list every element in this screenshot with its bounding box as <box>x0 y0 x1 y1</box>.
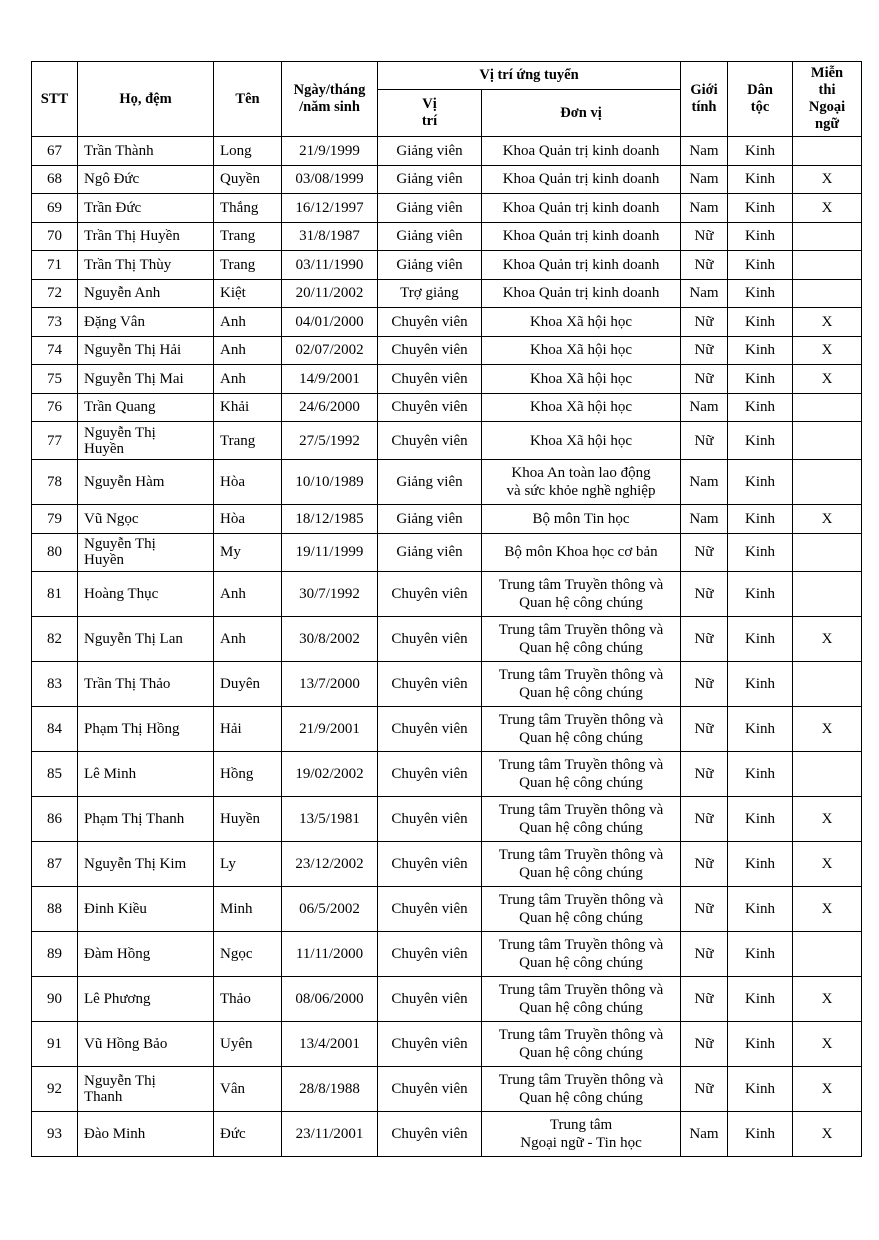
dan-toc-cell: Kinh <box>728 222 793 251</box>
ngay-sinh-cell: 27/5/1992 <box>282 422 378 460</box>
ngay-sinh-cell: 21/9/2001 <box>282 706 378 751</box>
vi-tri-cell: Chuyên viên <box>378 1111 482 1156</box>
table-row <box>32 1066 862 1111</box>
table-row <box>32 365 862 394</box>
stt-cell: 84 <box>32 706 78 751</box>
ngay-sinh-cell: 16/12/1997 <box>282 194 378 223</box>
ten-cell: Trang <box>214 222 282 251</box>
ho-dem-cell: Phạm Thị Thanh <box>78 796 214 841</box>
table-row <box>32 886 862 931</box>
mien-thi-cell <box>793 571 862 616</box>
don-vi-cell: Bộ môn Khoa học cơ bản <box>482 533 681 571</box>
gioi-tinh-cell: Nữ <box>681 706 728 751</box>
gioi-tinh-cell: Nữ <box>681 841 728 886</box>
ngay-sinh-cell: 31/8/1987 <box>282 222 378 251</box>
dan-toc-cell: Kinh <box>728 706 793 751</box>
stt-cell: 83 <box>32 661 78 706</box>
mien-thi-cell: X <box>793 194 862 223</box>
ngay-sinh-cell: 08/06/2000 <box>282 976 378 1021</box>
mien-thi-cell <box>793 751 862 796</box>
vi-tri-cell: Giảng viên <box>378 222 482 251</box>
gioi-tinh-cell: Nam <box>681 194 728 223</box>
don-vi-cell: Khoa Quản trị kinh doanh <box>482 137 681 166</box>
mien-thi-cell <box>793 137 862 166</box>
don-vi-cell: Trung tâm Truyền thông và Quan hệ công chúng <box>482 886 681 931</box>
ho-dem-cell: Vũ Hồng Bảo <box>78 1021 214 1066</box>
dan-toc-cell: Kinh <box>728 137 793 166</box>
table-row <box>32 571 862 616</box>
stt-cell: 67 <box>32 137 78 166</box>
stt-cell: 71 <box>32 251 78 280</box>
mien-thi-cell: X <box>793 365 862 394</box>
mien-thi-cell <box>793 661 862 706</box>
ho-dem-cell: Trần Thị Thùy <box>78 251 214 280</box>
table-header <box>32 62 862 137</box>
ho-dem-cell: Đàm Hồng <box>78 931 214 976</box>
table-row <box>32 165 862 194</box>
don-vi-cell: Trung tâm Truyền thông và Quan hệ công chúng <box>482 1021 681 1066</box>
header-stt: STT <box>32 62 78 137</box>
vi-tri-cell: Chuyên viên <box>378 616 482 661</box>
vi-tri-cell: Giảng viên <box>378 505 482 534</box>
mien-thi-cell: X <box>793 886 862 931</box>
ten-cell: Quyền <box>214 165 282 194</box>
header-gioi-tinh: Giới tính <box>681 62 728 137</box>
table-row <box>32 222 862 251</box>
vi-tri-cell: Chuyên viên <box>378 308 482 337</box>
table-body <box>32 137 862 1157</box>
ho-dem-cell: Nguyễn Hàm <box>78 460 214 505</box>
mien-thi-cell: X <box>793 1066 862 1111</box>
mien-thi-cell <box>793 422 862 460</box>
ngay-sinh-cell: 23/12/2002 <box>282 841 378 886</box>
gioi-tinh-cell: Nam <box>681 505 728 534</box>
mien-thi-cell: X <box>793 796 862 841</box>
don-vi-cell: Khoa Quản trị kinh doanh <box>482 251 681 280</box>
ho-dem-cell: Trần Thị Huyền <box>78 222 214 251</box>
ten-cell: Hòa <box>214 505 282 534</box>
dan-toc-cell: Kinh <box>728 279 793 308</box>
mien-thi-cell <box>793 393 862 422</box>
dan-toc-cell: Kinh <box>728 336 793 365</box>
ngay-sinh-cell: 03/11/1990 <box>282 251 378 280</box>
ngay-sinh-cell: 30/8/2002 <box>282 616 378 661</box>
ten-cell: Vân <box>214 1066 282 1111</box>
dan-toc-cell: Kinh <box>728 1066 793 1111</box>
don-vi-cell: Khoa Quản trị kinh doanh <box>482 165 681 194</box>
dan-toc-cell: Kinh <box>728 886 793 931</box>
table-row <box>32 533 862 571</box>
vi-tri-cell: Chuyên viên <box>378 706 482 751</box>
table-row <box>32 137 862 166</box>
don-vi-cell: Trung tâm Ngoại ngữ - Tin học <box>482 1111 681 1156</box>
ten-cell: Anh <box>214 616 282 661</box>
vi-tri-cell: Giảng viên <box>378 251 482 280</box>
vi-tri-cell: Chuyên viên <box>378 886 482 931</box>
ngay-sinh-cell: 11/11/2000 <box>282 931 378 976</box>
don-vi-cell: Trung tâm Truyền thông và Quan hệ công chúng <box>482 976 681 1021</box>
ho-dem-cell: Trần Thành <box>78 137 214 166</box>
ten-cell: Uyên <box>214 1021 282 1066</box>
gioi-tinh-cell: Nữ <box>681 308 728 337</box>
ngay-sinh-cell: 03/08/1999 <box>282 165 378 194</box>
ten-cell: Anh <box>214 571 282 616</box>
don-vi-cell: Trung tâm Truyền thông và Quan hệ công chúng <box>482 1066 681 1111</box>
ho-dem-cell: Ngô Đức <box>78 165 214 194</box>
don-vi-cell: Trung tâm Truyền thông và Quan hệ công chúng <box>482 841 681 886</box>
ngay-sinh-cell: 06/5/2002 <box>282 886 378 931</box>
don-vi-cell: Trung tâm Truyền thông và Quan hệ công chúng <box>482 751 681 796</box>
gioi-tinh-cell: Nữ <box>681 796 728 841</box>
table-row <box>32 393 862 422</box>
ten-cell: Thắng <box>214 194 282 223</box>
dan-toc-cell: Kinh <box>728 194 793 223</box>
mien-thi-cell: X <box>793 308 862 337</box>
don-vi-cell: Trung tâm Truyền thông và Quan hệ công chúng <box>482 706 681 751</box>
don-vi-cell: Khoa Xã hội học <box>482 365 681 394</box>
table-row <box>32 422 862 460</box>
don-vi-cell: Trung tâm Truyền thông và Quan hệ công chúng <box>482 661 681 706</box>
ngay-sinh-cell: 10/10/1989 <box>282 460 378 505</box>
gioi-tinh-cell: Nam <box>681 165 728 194</box>
stt-cell: 90 <box>32 976 78 1021</box>
ten-cell: Hòa <box>214 460 282 505</box>
stt-cell: 72 <box>32 279 78 308</box>
ngay-sinh-cell: 30/7/1992 <box>282 571 378 616</box>
ten-cell: Long <box>214 137 282 166</box>
stt-cell: 76 <box>32 393 78 422</box>
don-vi-cell: Bộ môn Tin học <box>482 505 681 534</box>
don-vi-cell: Khoa Xã hội học <box>482 422 681 460</box>
don-vi-cell: Trung tâm Truyền thông và Quan hệ công chúng <box>482 796 681 841</box>
don-vi-cell: Khoa Xã hội học <box>482 308 681 337</box>
vi-tri-cell: Chuyên viên <box>378 796 482 841</box>
vi-tri-cell: Giảng viên <box>378 165 482 194</box>
ngay-sinh-cell: 28/8/1988 <box>282 1066 378 1111</box>
gioi-tinh-cell: Nam <box>681 1111 728 1156</box>
table-row <box>32 796 862 841</box>
ho-dem-cell: Trần Thị Thảo <box>78 661 214 706</box>
ten-cell: Hồng <box>214 751 282 796</box>
ho-dem-cell: Nguyễn Thị Hải <box>78 336 214 365</box>
mien-thi-cell: X <box>793 706 862 751</box>
dan-toc-cell: Kinh <box>728 422 793 460</box>
don-vi-cell: Trung tâm Truyền thông và Quan hệ công chúng <box>482 931 681 976</box>
table-row <box>32 706 862 751</box>
gioi-tinh-cell: Nữ <box>681 1021 728 1066</box>
ngay-sinh-cell: 23/11/2001 <box>282 1111 378 1156</box>
stt-cell: 85 <box>32 751 78 796</box>
stt-cell: 92 <box>32 1066 78 1111</box>
ho-dem-cell: Phạm Thị Hồng <box>78 706 214 751</box>
ho-dem-cell: Trần Đức <box>78 194 214 223</box>
dan-toc-cell: Kinh <box>728 976 793 1021</box>
dan-toc-cell: Kinh <box>728 616 793 661</box>
ten-cell: Ly <box>214 841 282 886</box>
ngay-sinh-cell: 19/11/1999 <box>282 533 378 571</box>
stt-cell: 80 <box>32 533 78 571</box>
don-vi-cell: Khoa Xã hội học <box>482 393 681 422</box>
ten-cell: Trang <box>214 422 282 460</box>
gioi-tinh-cell: Nữ <box>681 1066 728 1111</box>
stt-cell: 89 <box>32 931 78 976</box>
don-vi-cell: Khoa Quản trị kinh doanh <box>482 279 681 308</box>
dan-toc-cell: Kinh <box>728 165 793 194</box>
ho-dem-cell: Vũ Ngọc <box>78 505 214 534</box>
don-vi-cell: Trung tâm Truyền thông và Quan hệ công chúng <box>482 616 681 661</box>
header-mien-thi: Miễn thi Ngoại ngữ <box>793 62 862 137</box>
gioi-tinh-cell: Nữ <box>681 571 728 616</box>
mien-thi-cell: X <box>793 841 862 886</box>
don-vi-cell: Khoa Quản trị kinh doanh <box>482 222 681 251</box>
dan-toc-cell: Kinh <box>728 751 793 796</box>
ten-cell: My <box>214 533 282 571</box>
mien-thi-cell: X <box>793 616 862 661</box>
ten-cell: Duyên <box>214 661 282 706</box>
dan-toc-cell: Kinh <box>728 308 793 337</box>
table-row <box>32 336 862 365</box>
ten-cell: Đức <box>214 1111 282 1156</box>
ngay-sinh-cell: 14/9/2001 <box>282 365 378 394</box>
dan-toc-cell: Kinh <box>728 571 793 616</box>
mien-thi-cell <box>793 931 862 976</box>
stt-cell: 82 <box>32 616 78 661</box>
gioi-tinh-cell: Nữ <box>681 365 728 394</box>
gioi-tinh-cell: Nữ <box>681 751 728 796</box>
vi-tri-cell: Chuyên viên <box>378 365 482 394</box>
dan-toc-cell: Kinh <box>728 931 793 976</box>
table-row <box>32 931 862 976</box>
mien-thi-cell <box>793 279 862 308</box>
vi-tri-cell: Chuyên viên <box>378 1066 482 1111</box>
stt-cell: 88 <box>32 886 78 931</box>
mien-thi-cell: X <box>793 976 862 1021</box>
stt-cell: 77 <box>32 422 78 460</box>
vi-tri-cell: Chuyên viên <box>378 1021 482 1066</box>
gioi-tinh-cell: Nữ <box>681 422 728 460</box>
don-vi-cell: Trung tâm Truyền thông và Quan hệ công chúng <box>482 571 681 616</box>
ho-dem-cell: Nguyễn Thị Mai <box>78 365 214 394</box>
ten-cell: Anh <box>214 308 282 337</box>
gioi-tinh-cell: Nữ <box>681 661 728 706</box>
stt-cell: 91 <box>32 1021 78 1066</box>
ngay-sinh-cell: 04/01/2000 <box>282 308 378 337</box>
dan-toc-cell: Kinh <box>728 505 793 534</box>
mien-thi-cell: X <box>793 1111 862 1156</box>
gioi-tinh-cell: Nam <box>681 393 728 422</box>
ngay-sinh-cell: 20/11/2002 <box>282 279 378 308</box>
vi-tri-cell: Chuyên viên <box>378 751 482 796</box>
vi-tri-cell: Chuyên viên <box>378 931 482 976</box>
mien-thi-cell <box>793 222 862 251</box>
stt-cell: 74 <box>32 336 78 365</box>
gioi-tinh-cell: Nữ <box>681 533 728 571</box>
dan-toc-cell: Kinh <box>728 365 793 394</box>
mien-thi-cell: X <box>793 165 862 194</box>
ho-dem-cell: Hoàng Thục <box>78 571 214 616</box>
stt-cell: 70 <box>32 222 78 251</box>
table-row <box>32 751 862 796</box>
ho-dem-cell: Lê Phương <box>78 976 214 1021</box>
table-row <box>32 251 862 280</box>
table-row <box>32 505 862 534</box>
table-row <box>32 976 862 1021</box>
table-row <box>32 279 862 308</box>
ten-cell: Thảo <box>214 976 282 1021</box>
table-row <box>32 661 862 706</box>
vi-tri-cell: Chuyên viên <box>378 976 482 1021</box>
ho-dem-cell: Nguyễn Thị Lan <box>78 616 214 661</box>
candidate-table <box>31 61 862 1157</box>
vi-tri-cell: Giảng viên <box>378 137 482 166</box>
ho-dem-cell: Nguyễn Thị Thanh <box>78 1066 214 1111</box>
ho-dem-cell: Nguyễn Thị Huyền <box>78 533 214 571</box>
gioi-tinh-cell: Nam <box>681 279 728 308</box>
ten-cell: Huyền <box>214 796 282 841</box>
ten-cell: Ngọc <box>214 931 282 976</box>
table-row <box>32 841 862 886</box>
vi-tri-cell: Chuyên viên <box>378 422 482 460</box>
vi-tri-cell: Chuyên viên <box>378 393 482 422</box>
vi-tri-cell: Chuyên viên <box>378 841 482 886</box>
gioi-tinh-cell: Nữ <box>681 931 728 976</box>
gioi-tinh-cell: Nam <box>681 460 728 505</box>
gioi-tinh-cell: Nữ <box>681 886 728 931</box>
gioi-tinh-cell: Nữ <box>681 336 728 365</box>
ten-cell: Anh <box>214 336 282 365</box>
gioi-tinh-cell: Nữ <box>681 976 728 1021</box>
dan-toc-cell: Kinh <box>728 1021 793 1066</box>
ngay-sinh-cell: 18/12/1985 <box>282 505 378 534</box>
header-vi-tri: Vị trí <box>378 90 482 137</box>
stt-cell: 87 <box>32 841 78 886</box>
mien-thi-cell: X <box>793 505 862 534</box>
header-dan-toc: Dân tộc <box>728 62 793 137</box>
ten-cell: Anh <box>214 365 282 394</box>
don-vi-cell: Khoa Xã hội học <box>482 336 681 365</box>
vi-tri-cell: Chuyên viên <box>378 571 482 616</box>
gioi-tinh-cell: Nam <box>681 137 728 166</box>
stt-cell: 86 <box>32 796 78 841</box>
table-row <box>32 194 862 223</box>
ten-cell: Hải <box>214 706 282 751</box>
mien-thi-cell <box>793 460 862 505</box>
ho-dem-cell: Nguyễn Thị Huyền <box>78 422 214 460</box>
ho-dem-cell: Trần Quang <box>78 393 214 422</box>
dan-toc-cell: Kinh <box>728 1111 793 1156</box>
dan-toc-cell: Kinh <box>728 251 793 280</box>
stt-cell: 73 <box>32 308 78 337</box>
ngay-sinh-cell: 21/9/1999 <box>282 137 378 166</box>
ten-cell: Kiệt <box>214 279 282 308</box>
dan-toc-cell: Kinh <box>728 841 793 886</box>
vi-tri-cell: Chuyên viên <box>378 661 482 706</box>
stt-cell: 68 <box>32 165 78 194</box>
stt-cell: 75 <box>32 365 78 394</box>
gioi-tinh-cell: Nữ <box>681 251 728 280</box>
header-ngay-sinh: Ngày/tháng /năm sinh <box>282 62 378 137</box>
header-vi-tri-ung-tuyen: Vị trí ứng tuyển <box>378 62 681 90</box>
vi-tri-cell: Giảng viên <box>378 533 482 571</box>
ho-dem-cell: Đặng Vân <box>78 308 214 337</box>
ngay-sinh-cell: 13/5/1981 <box>282 796 378 841</box>
mien-thi-cell: X <box>793 336 862 365</box>
vi-tri-cell: Giảng viên <box>378 460 482 505</box>
ho-dem-cell: Nguyễn Thị Kim <box>78 841 214 886</box>
gioi-tinh-cell: Nữ <box>681 222 728 251</box>
stt-cell: 81 <box>32 571 78 616</box>
don-vi-cell: Khoa An toàn lao động và sức khỏe nghề nghiệp <box>482 460 681 505</box>
dan-toc-cell: Kinh <box>728 460 793 505</box>
dan-toc-cell: Kinh <box>728 533 793 571</box>
ho-dem-cell: Lê Minh <box>78 751 214 796</box>
vi-tri-cell: Giảng viên <box>378 194 482 223</box>
don-vi-cell: Khoa Quản trị kinh doanh <box>482 194 681 223</box>
mien-thi-cell <box>793 533 862 571</box>
mien-thi-cell: X <box>793 1021 862 1066</box>
header-ho-dem: Họ, đệm <box>78 62 214 137</box>
table-row <box>32 1021 862 1066</box>
stt-cell: 79 <box>32 505 78 534</box>
ho-dem-cell: Đào Minh <box>78 1111 214 1156</box>
stt-cell: 78 <box>32 460 78 505</box>
ten-cell: Khải <box>214 393 282 422</box>
stt-cell: 69 <box>32 194 78 223</box>
table-row <box>32 308 862 337</box>
ten-cell: Trang <box>214 251 282 280</box>
table-row <box>32 460 862 505</box>
ngay-sinh-cell: 13/7/2000 <box>282 661 378 706</box>
ten-cell: Minh <box>214 886 282 931</box>
dan-toc-cell: Kinh <box>728 393 793 422</box>
ngay-sinh-cell: 02/07/2002 <box>282 336 378 365</box>
gioi-tinh-cell: Nữ <box>681 616 728 661</box>
table-row <box>32 616 862 661</box>
vi-tri-cell: Chuyên viên <box>378 336 482 365</box>
header-don-vi: Đơn vị <box>482 90 681 137</box>
mien-thi-cell <box>793 251 862 280</box>
ngay-sinh-cell: 19/02/2002 <box>282 751 378 796</box>
stt-cell: 93 <box>32 1111 78 1156</box>
ho-dem-cell: Đinh Kiều <box>78 886 214 931</box>
table-row <box>32 1111 862 1156</box>
ngay-sinh-cell: 24/6/2000 <box>282 393 378 422</box>
header-ten: Tên <box>214 62 282 137</box>
dan-toc-cell: Kinh <box>728 661 793 706</box>
ho-dem-cell: Nguyễn Anh <box>78 279 214 308</box>
ngay-sinh-cell: 13/4/2001 <box>282 1021 378 1066</box>
vi-tri-cell: Trợ giảng <box>378 279 482 308</box>
dan-toc-cell: Kinh <box>728 796 793 841</box>
